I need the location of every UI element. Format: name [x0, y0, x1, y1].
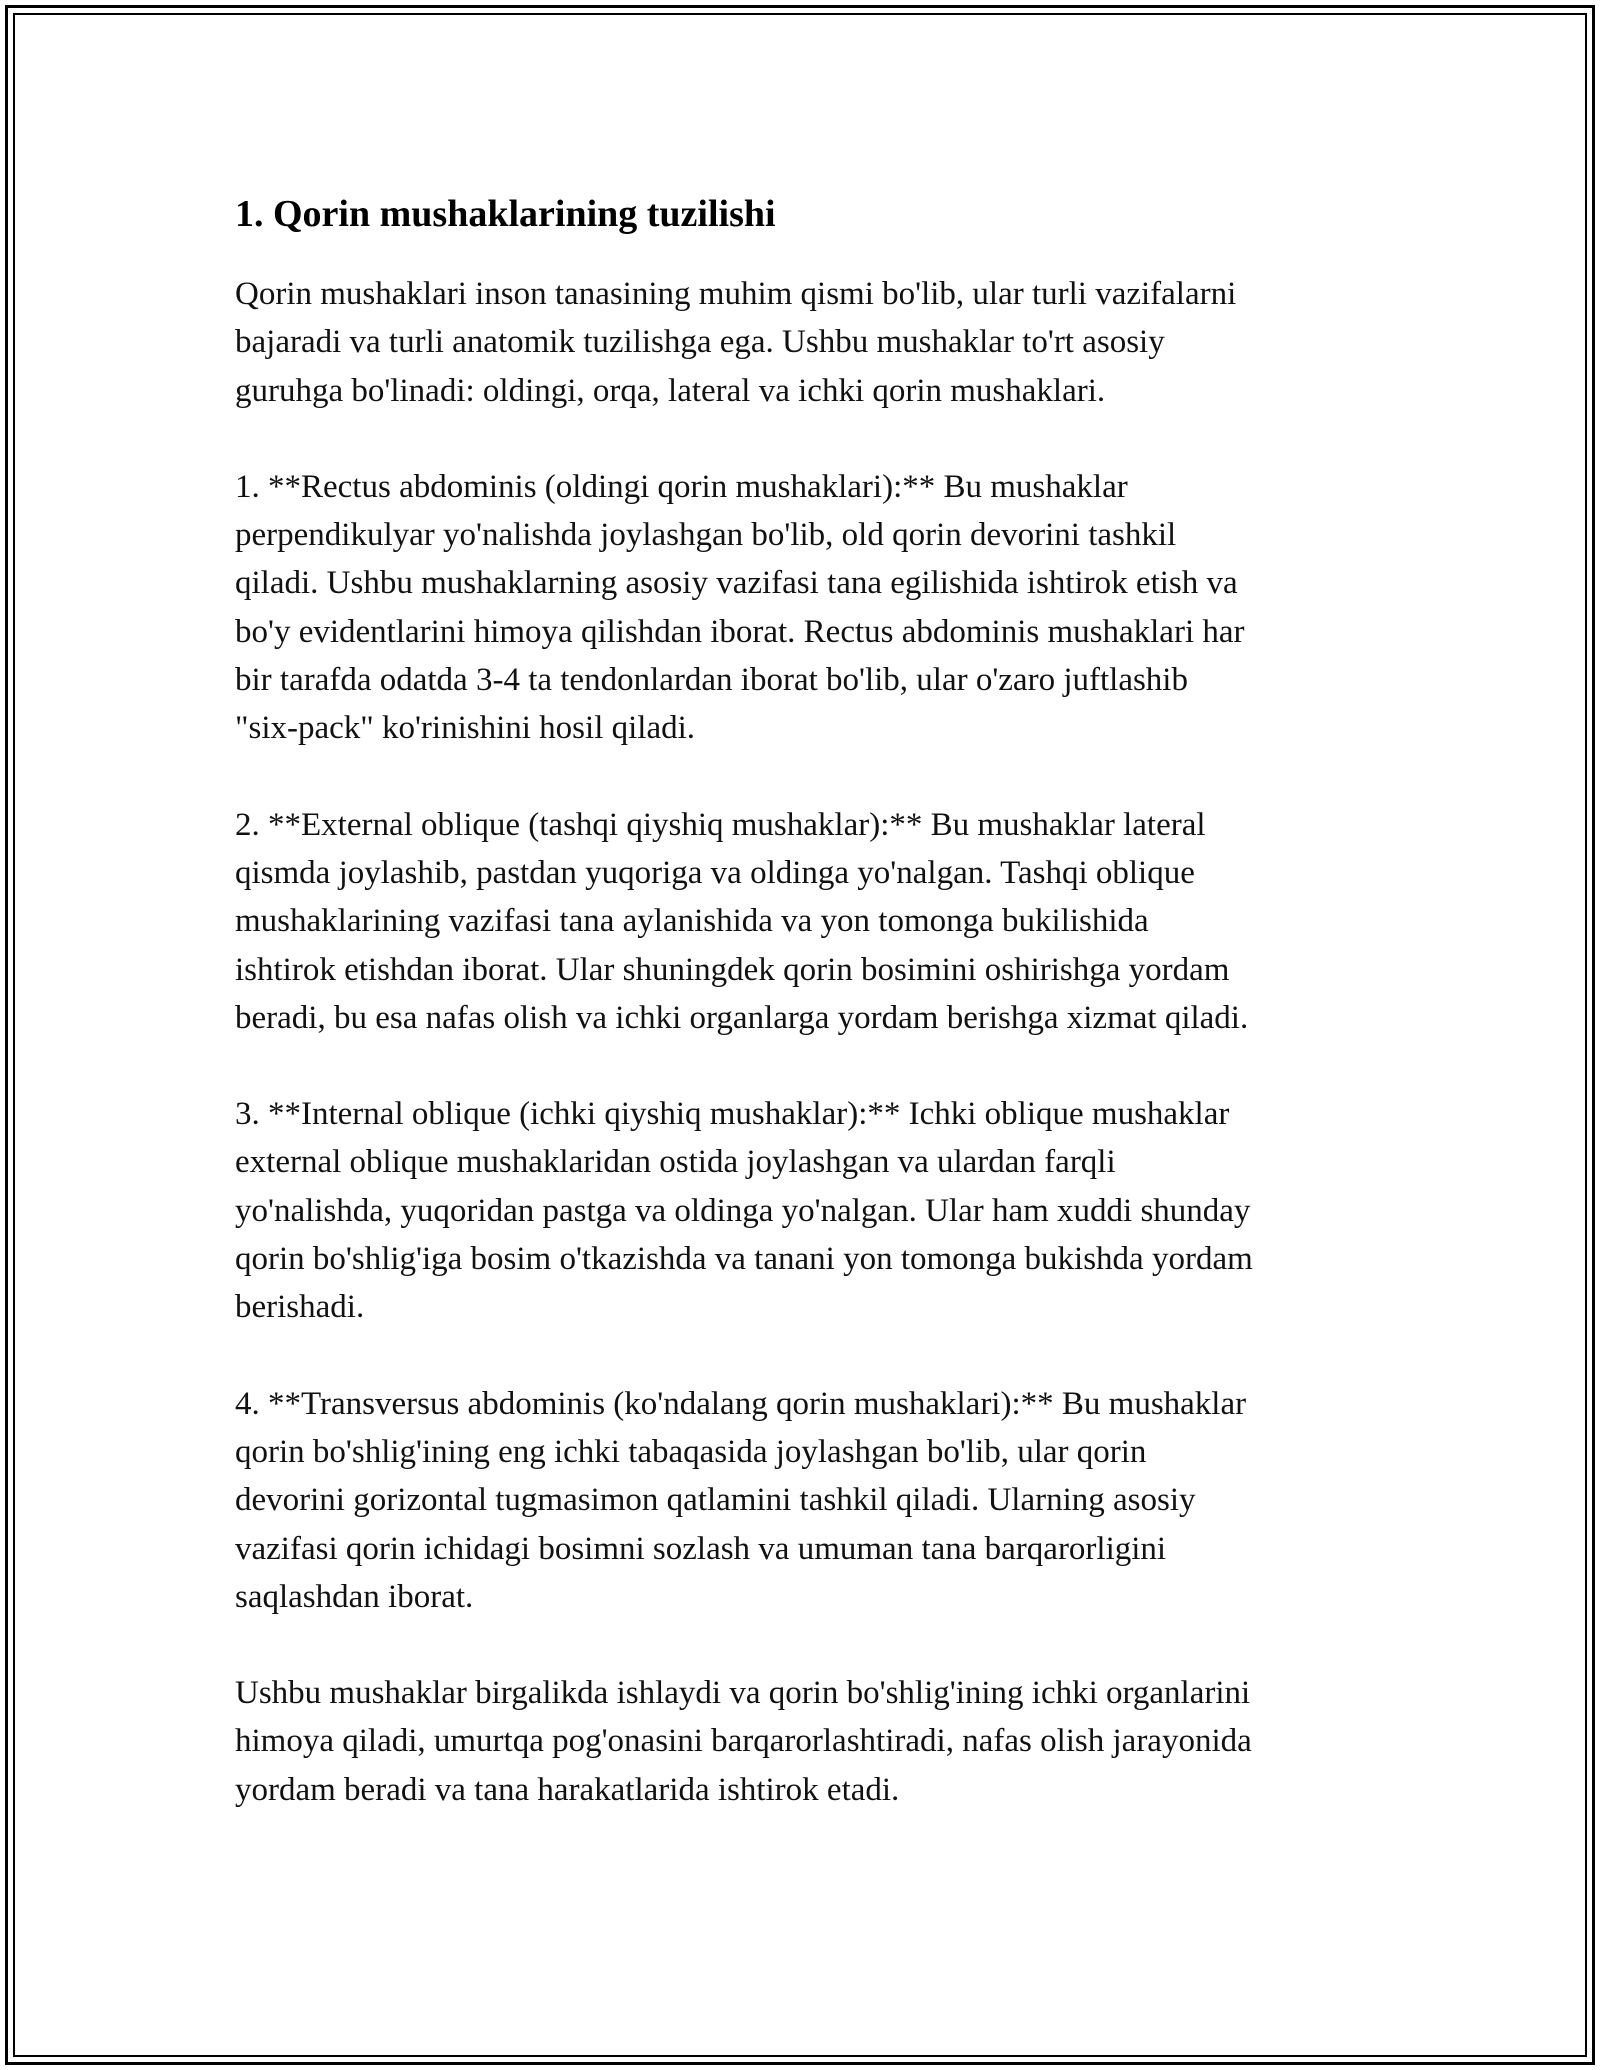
external-oblique-paragraph: 2. **External oblique (tashqi qiyshiq mushaklar):** Bu mushaklar lateral qismda joylashib, pastdan yuqoriga va oldinga yo'nalgan. Tashqi oblique mushaklarining vazifasi tana aylanishida va yon tomonga bukilishida ishtirok etishdan iborat. Ular shuningdek qorin bosimini oshirishga yordam beradi, bu esa nafas olish va ichki organlarga yordam berishga xizmat qiladi.: [235, 806, 1249, 1036]
rectus-abdominis-paragraph: 1. **Rectus abdominis (oldingi qorin mushaklari):** Bu mushaklar perpendikulyar yo'nalishda joylashgan bo'lib, old qorin devorini tashkil qiladi. Ushbu mushaklarning asosiy vazifasi tana egilishida ishtirok etish va bo'y evidentlarini himoya qilishdan iborat. Rectus abdominis mushaklari har bir tarafda odatda 3-4 ta tendonlardan iborat bo'lib, ular o'zaro juftlashib "six-pack" ko'rinishini hosil qiladi.: [235, 468, 1245, 747]
section-heading: 1. Qorin mushaklarining tuzilishi: [235, 193, 776, 235]
conclusion-paragraph: Ushbu mushaklar birgalikda ishlaydi va qorin bo'shlig'ining ichki organlarini himoya qiladi, umurtqa pog'onasini barqarorlashtiradi, nafas olish jarayonida yordam beradi va tana harakatlarida ishtirok etadi.: [235, 1675, 1252, 1808]
document-body: [235, 186, 1385, 1862]
transversus-abdominis-paragraph: 4. **Transversus abdominis (ko'ndalang qorin mushaklari):** Bu mushaklar qorin bo'shlig'ining eng ichki tabaqasida joylashgan bo'lib, ular qorin devorini gorizontal tugmasimon qatlamini tashkil qiladi. Ularning asosiy vazifasi qorin ichidagi bosimni sozlash va umuman tana barqarorligini saqlashdan iborat.: [235, 1385, 1247, 1615]
internal-oblique-paragraph: 3. **Internal oblique (ichki qiyshiq mushaklar):** Ichki oblique mushaklar external oblique mushaklaridan ostida joylashgan va ulardan farqli yo'nalishda, yuqoridan pastga va oldinga yo'nalgan. Ular ham xuddi shunday qorin bo'shlig'iga bosim o'tkazishda va tanani yon tomonga bukishda yordam berishadi.: [235, 1096, 1253, 1326]
intro-paragraph: Qorin mushaklari inson tanasining muhim qismi bo'lib, ular turli vazifalarni bajaradi va turli anatomik tuzilishga ega. Ushbu mushaklar to'rt asosiy guruhga bo'linadi: oldingi, orqa, lateral va ichki qorin mushaklari.: [235, 276, 1237, 409]
